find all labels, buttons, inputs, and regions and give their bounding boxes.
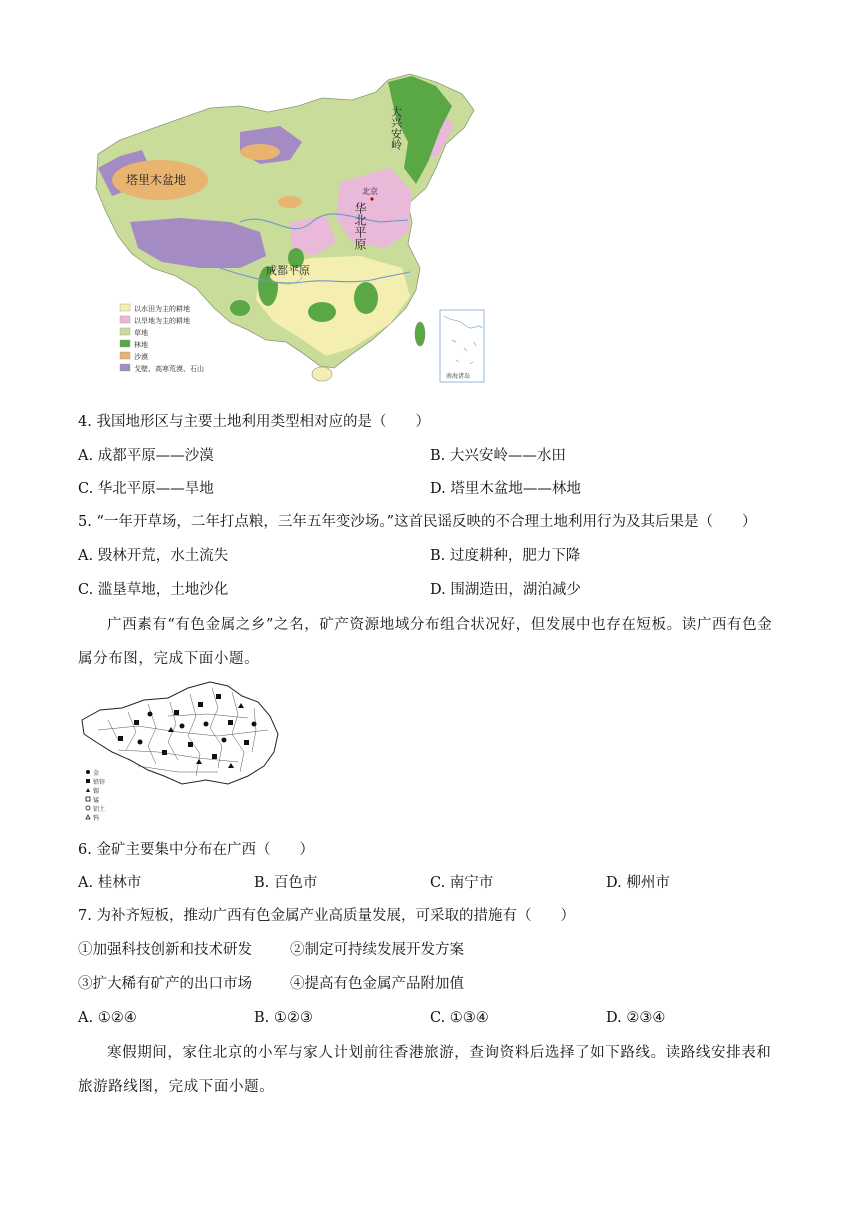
q7-option-c[interactable]: C. ①③④ [430,1010,489,1026]
legend-swatch-grassland [120,328,130,335]
guangxi-intro: 广西素有“有色金属之乡”之名，矿产资源地域分布组合状况好，但发展中也存在短板。读广西有色金属分布图，完成下面小题。 [78,617,773,667]
guangxi-metals-map [78,680,282,822]
forest-area [230,300,250,316]
desert-area [278,196,302,208]
gx-legend-symbol-tungsten [86,815,90,819]
q7-statement-1: ①加强科技创新和技术研发 [78,942,252,958]
q6-option-a[interactable]: A. 桂林市 [78,875,142,891]
legend-label-paddy: 以水田为主的耕地 [134,305,190,313]
deposit-symbol [148,712,153,717]
map-legend [120,304,204,373]
q5-option-d[interactable]: D. 围湖造田，湖泊减少 [430,582,581,598]
q4-option-b[interactable]: B. 大兴安岭——水田 [430,448,566,464]
deposit-symbol [138,740,143,745]
gx-legend-manganese: 锰 [93,797,100,804]
legend-label-dryland: 以旱地为主的耕地 [134,317,190,325]
gx-legend-tin: 锡 [93,788,100,795]
deposit-symbol [174,710,179,715]
gx-legend-gold: 金 [93,770,100,777]
label-huabei-plain: 华北平原 [353,202,367,250]
deposit-symbol [188,742,193,747]
deposit-symbol [216,694,221,699]
label-chengdu-plain: 成都平原 [266,264,310,277]
legend-swatch-gobi [120,364,130,371]
q4-option-a[interactable]: A. 成都平原——沙漠 [78,448,214,464]
deposit-symbol [222,738,227,743]
deposit-symbol [162,750,167,755]
inset-label: 南海诸岛 [446,373,471,380]
q6-option-b[interactable]: B. 百色市 [254,875,318,891]
gx-legend-leadzinc: 铅锌 [93,779,106,786]
gx-legend-symbol-bauxite [86,806,90,810]
q6-option-c[interactable]: C. 南宁市 [430,875,494,891]
deposit-symbol [198,702,203,707]
legend-swatch-paddy [120,304,130,311]
gx-legend-tungsten: 钨 [93,815,100,822]
china-land-use-map [90,72,486,384]
deposit-symbol [252,722,257,727]
gx-legend-bauxite: 铝土 [93,806,106,813]
south-china-sea-inset [440,310,484,382]
q7-option-b[interactable]: B. ①②③ [254,1010,313,1026]
legend-swatch-forest [120,340,130,347]
deposit-symbol [212,754,217,759]
legend-label-gobi: 戈壁、高寒荒漠、石山 [134,365,204,373]
legend-swatch-desert [120,352,130,359]
gx-legend [86,769,105,822]
deposit-symbol [244,740,249,745]
gx-legend-symbol-gold [86,770,90,774]
gx-legend-symbol-tin [86,788,90,792]
hongkong-intro: 寒假期间，家住北京的小军与家人计划前往香港旅游，查询资料后选择了如下路线。读路线安排表和旅游路线图，完成下面小题。 [78,1045,772,1095]
desert-area [240,144,280,160]
q7-statement-2: ②制定可持续发展开发方案 [290,942,464,958]
forest-area [308,302,336,322]
beijing-dot [370,197,373,200]
gx-legend-symbol-leadzinc [86,779,90,783]
deposit-symbol [204,722,209,727]
legend-label-grassland: 草地 [134,329,148,337]
q6-stem: 6. 金矿主要集中分布在广西（ ） [78,842,314,858]
deposit-symbol [118,736,123,741]
q5-option-b[interactable]: B. 过度耕种，肥力下降 [430,548,581,564]
gx-legend-symbol-manganese [86,797,90,801]
deposit-symbol [228,720,233,725]
q4-option-c[interactable]: C. 华北平原——旱地 [78,481,214,497]
label-tarim-basin: 塔里木盆地 [126,173,187,187]
q7-statement-3: ③扩大稀有矿产的出口市场 [78,976,252,992]
guangxi-outline [82,682,278,784]
legend-swatch-dryland [120,316,130,323]
q7-option-d[interactable]: D. ②③④ [606,1010,666,1026]
deposit-symbol [180,724,185,729]
q5-option-a[interactable]: A. 毁林开荒，水土流失 [78,548,229,564]
deposit-symbol [134,720,139,725]
q6-option-d[interactable]: D. 柳州市 [606,875,670,891]
forest-area [354,282,378,314]
legend-label-forest: 林地 [134,341,148,349]
q7-statement-4: ④提高有色金属产品附加值 [290,976,464,992]
label-beijing: 北京 [362,187,378,196]
q5-option-c[interactable]: C. 滥垦草地，土地沙化 [78,582,229,598]
q4-stem: 4. 我国地形区与主要土地利用类型相对应的是（ ） [78,414,430,430]
q5-stem: 5. “一年开草场，二年打点粮，三年五年变沙场。”这首民谣反映的不合理土地利用行为及其后果是（ ） [78,514,757,530]
q4-option-d[interactable]: D. 塔里木盆地——林地 [430,481,581,497]
hainan-island [312,367,332,381]
taiwan-island [415,322,425,346]
q7-option-a[interactable]: A. ①②④ [78,1010,137,1026]
legend-label-desert: 沙漠 [134,353,148,361]
label-daxinganling: 大兴安岭 [389,106,403,150]
q7-stem: 7. 为补齐短板，推动广西有色金属产业高质量发展，可采取的措施有（ ） [78,908,575,924]
